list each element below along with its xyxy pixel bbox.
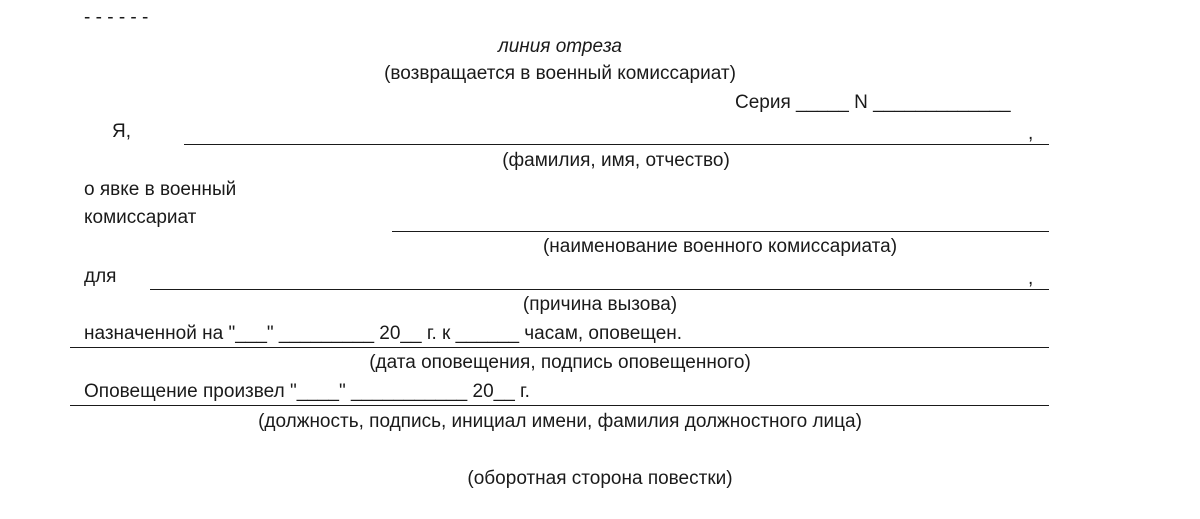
cut-line-label: линия отреза [497, 36, 623, 57]
commissariat-caption: (наименование военного комиссариата) [542, 236, 898, 257]
fio-fill-line [184, 144, 1049, 145]
notified-by-underline [70, 405, 1049, 406]
appearance-text-line-1: о явке в военный [84, 179, 237, 200]
cut-dashes: - - - - - - [84, 7, 149, 28]
reason-comma: , [1028, 268, 1034, 289]
assigned-date-line: назначенной на "___" _________ 20__ г. к ______ часам, оповещен. [84, 323, 683, 344]
i-label: Я, [112, 121, 131, 142]
fio-comma: , [1028, 123, 1034, 144]
notify-date-caption: (дата оповещения, подпись оповещенного) [369, 352, 751, 373]
reverse-side-note: (оборотная сторона повестки) [467, 468, 733, 489]
reason-caption: (причина вызова) [522, 294, 678, 315]
reason-fill-line [150, 289, 1049, 290]
appearance-text-line-2: комиссариат [84, 207, 197, 228]
fio-caption: (фамилия, имя, отчество) [502, 150, 730, 171]
series-number-line: Серия _____ N _____________ [735, 92, 1011, 113]
commissariat-fill-line [392, 231, 1049, 232]
notified-by-line: Оповещение произвел "____" ___________ 20__ г. [84, 381, 530, 402]
official-caption: (должность, подпись, инициал имени, фамилия должностного лица) [258, 411, 862, 432]
assigned-underline [70, 347, 1049, 348]
returns-note: (возвращается в военный комиссариат) [384, 63, 736, 84]
for-label: для [84, 266, 117, 287]
